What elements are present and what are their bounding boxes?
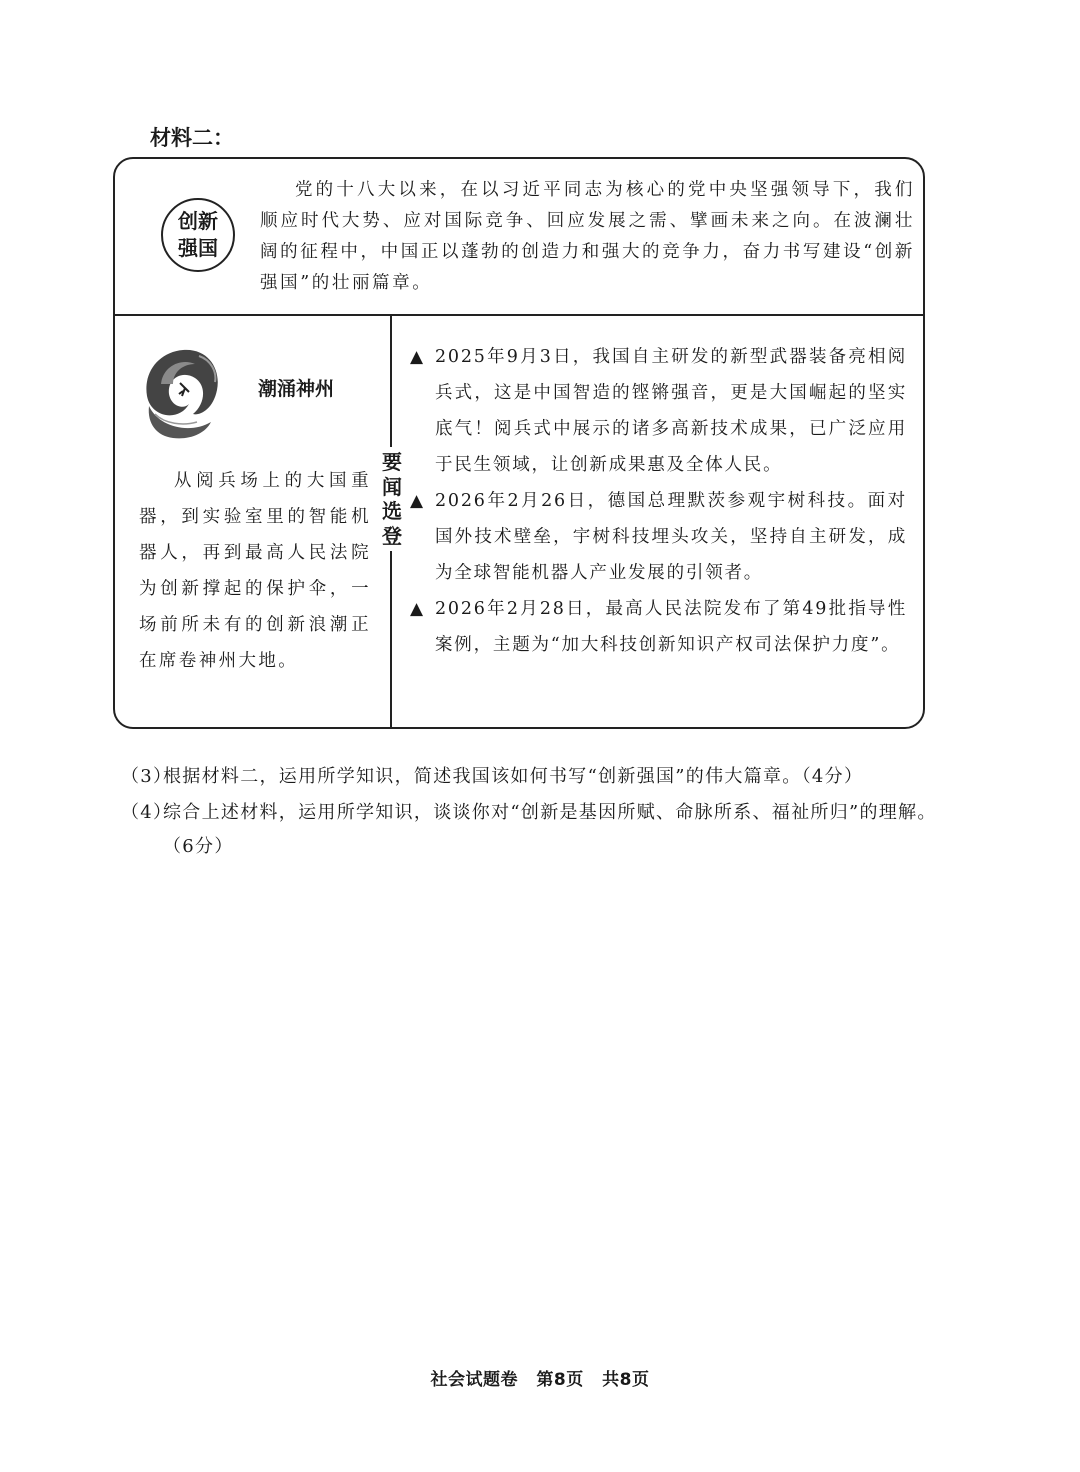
intro-paragraph: 党的十八大以来，在以习近平同志为核心的党中央坚强领导下，我们顺应时代大势、应对国际竞争、回应发展之需、擘画未来之向。在波澜壮阔的征程中，中国正以蓬勃的创造力和强大的竞争力，奋力书写建设“创新强国”的壮丽篇章。 <box>260 180 915 293</box>
question-3 <box>121 760 941 794</box>
news-item <box>410 339 907 483</box>
news-label-char: 选 <box>382 499 402 523</box>
news-label-char: 要 <box>382 450 402 474</box>
footer-subject: 社会试题卷 <box>430 1370 518 1390</box>
news-item <box>410 591 907 663</box>
left-panel <box>115 316 392 727</box>
news-vertical-label <box>379 447 405 551</box>
question-number: （3） <box>121 766 173 787</box>
triangle-icon: ▲ <box>410 599 425 619</box>
page-footer <box>0 1365 1080 1390</box>
material-label: 材料二： <box>150 126 234 150</box>
news-label-char: 闻 <box>382 474 402 499</box>
question-text: 根据材料二，运用所学知识，简述我国该如何书写“创新强国”的伟大篇章。（4分） <box>163 766 864 787</box>
innovation-badge <box>161 198 235 272</box>
question-4 <box>121 796 941 864</box>
badge-line-1: 创新 <box>178 209 218 233</box>
footer-page: 第8页 <box>536 1370 584 1390</box>
questions <box>121 760 941 866</box>
badge-line-2: 强国 <box>178 236 218 260</box>
news-list <box>410 339 907 663</box>
triangle-icon: ▲ <box>410 491 425 511</box>
material-frame <box>113 157 925 729</box>
triangle-icon: ▲ <box>410 347 425 367</box>
news-text: 2026年2月26日，德国总理默茨参观宇树科技。面对国外技术壁垒，宇树科技埋头攻关，坚持自主研发，成为全球智能机器人产业发展的引领者。 <box>435 491 907 583</box>
news-item <box>410 483 907 591</box>
panel-text: 从阅兵场上的大国重器，到实验室里的智能机器人，再到最高人民法院为创新撑起的保护伞，一场前所未有的创新浪潮正在席卷神州大地。 <box>139 471 371 671</box>
question-text: 综合上述材料，运用所学知识，谈谈你对“创新是基因所赋、命脉所系、福祉所归”的理解。（6分） <box>163 802 937 857</box>
news-text: 2025年9月3日，我国自主研发的新型武器装备亮相阅兵式，这是中国智造的铿锵强音，更是大国崛起的坚实底气！阅兵式中展示的诸多高新技术成果，已广泛应用于民生领域，让创新成果惠及全体人民。 <box>435 347 907 475</box>
intro-section <box>115 159 923 316</box>
wave-icon <box>139 344 223 442</box>
question-number: （4） <box>121 802 173 823</box>
news-text: 2026年2月28日，最高人民法院发布了第49批指导性案例，主题为“加大科技创新知识产权司法保护力度”。 <box>435 599 907 655</box>
panel-title: 潮涌神州 <box>258 378 335 400</box>
footer-total: 共8页 <box>602 1370 650 1390</box>
news-label-char: 登 <box>382 523 402 548</box>
